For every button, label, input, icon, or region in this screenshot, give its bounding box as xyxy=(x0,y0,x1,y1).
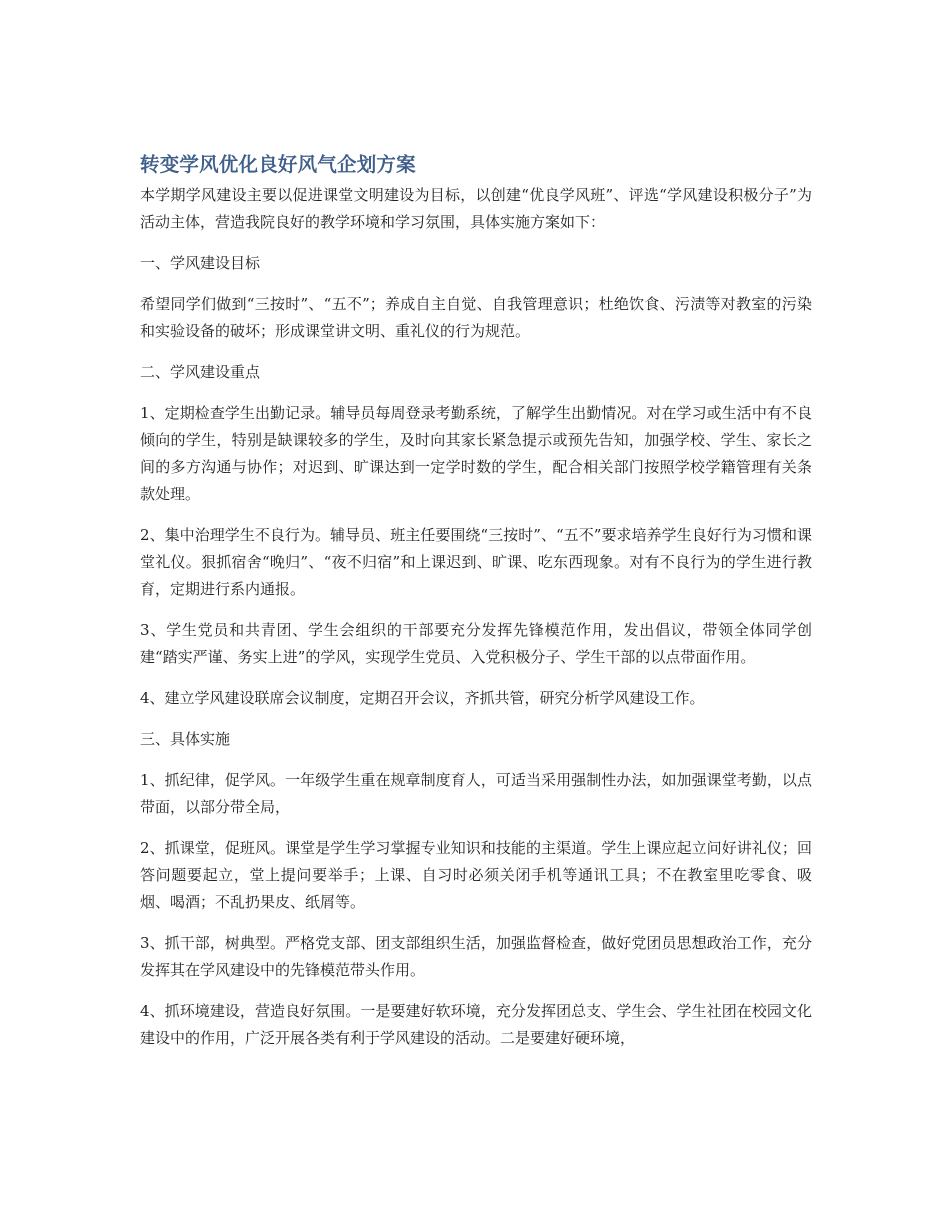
section-2-item-2: 2、集中治理学生不良行为。辅导员、班主任要围绕“三按时”、“五不”要求培养学生良好行为习惯和课堂礼仪。狠抓宿舍“晚归”、“夜不归宿”和上课迟到、旷课、吃东西现象。对有不良行为的学生进行教育，定期进行系内通报。 xyxy=(140,526,812,598)
section-2-item-3: 3、学生党员和共青团、学生会组织的干部要充分发挥先锋模范作用，发出倡议，带领全体同学创建“踏实严谨、务实上进”的学风，实现学生党员、入党积极分子、学生干部的以点带面作用。 xyxy=(140,621,812,666)
section-3-heading: 三、具体实施 xyxy=(140,730,231,748)
section-3-item-1: 1、抓纪律，促学风。一年级学生重在规章制度育人，可适当采用强制性办法，如加强课堂考勤，以点带面，以部分带全局， xyxy=(140,771,812,816)
section-1-heading: 一、学风建设目标 xyxy=(140,254,261,272)
section-3-item-2: 2、抓课堂，促班风。课堂是学生学习掌握专业知识和技能的主渠道。学生上课应起立问好讲礼仪；回答问题要起立，堂上提问要举手；上课、自习时必须关闭手机等通讯工具；不在教室里吃零食、吸烟、喝酒；不乱扔果皮、纸屑等。 xyxy=(140,839,812,911)
section-2-heading: 二、学风建设重点 xyxy=(140,363,261,381)
document-page xyxy=(140,150,812,1066)
section-3-item-4: 4、抓环境建设，营造良好氛围。一是要建好软环境，充分发挥团总支、学生会、学生社团在校园文化建设中的作用，广泛开展各类有利于学风建设的活动。二是要建好硬环境， xyxy=(140,1002,812,1047)
section-1-body: 希望同学们做到“三按时”、“五不”；养成自主自觉、自我管理意识；杜绝饮食、污渍等对教室的污染和实验设备的破坏；形成课堂讲文明、重礼仪的行为规范。 xyxy=(140,295,812,340)
section-3-item-3: 3、抓干部，树典型。严格党支部、团支部组织生活，加强监督检查，做好党团员思想政治工作，充分发挥其在学风建设中的先锋模范带头作用。 xyxy=(140,934,812,979)
document-title: 转变学风优化良好风气企划方案 xyxy=(140,153,416,176)
section-2-item-4: 4、建立学风建设联席会议制度，定期召开会议，齐抓共管，研究分析学风建设工作。 xyxy=(140,689,705,707)
section-2-item-1: 1、定期检查学生出勤记录。辅导员每周登录考勤系统，了解学生出勤情况。对在学习或生活中有不良倾向的学生，特别是缺课较多的学生，及时向其家长紧急提示或预先告知，加强学校、学生、家长之间的多方沟通与协作；对迟到、旷课达到一定学时数的学生，配合相关部门按照学校学籍管理有关条款处理。 xyxy=(140,404,812,503)
intro-paragraph: 本学期学风建设主要以促进课堂文明建设为目标，以创建“优良学风班”、评选“学风建设积极分子”为活动主体，营造我院良好的教学环境和学习氛围，具体实施方案如下： xyxy=(140,186,812,231)
